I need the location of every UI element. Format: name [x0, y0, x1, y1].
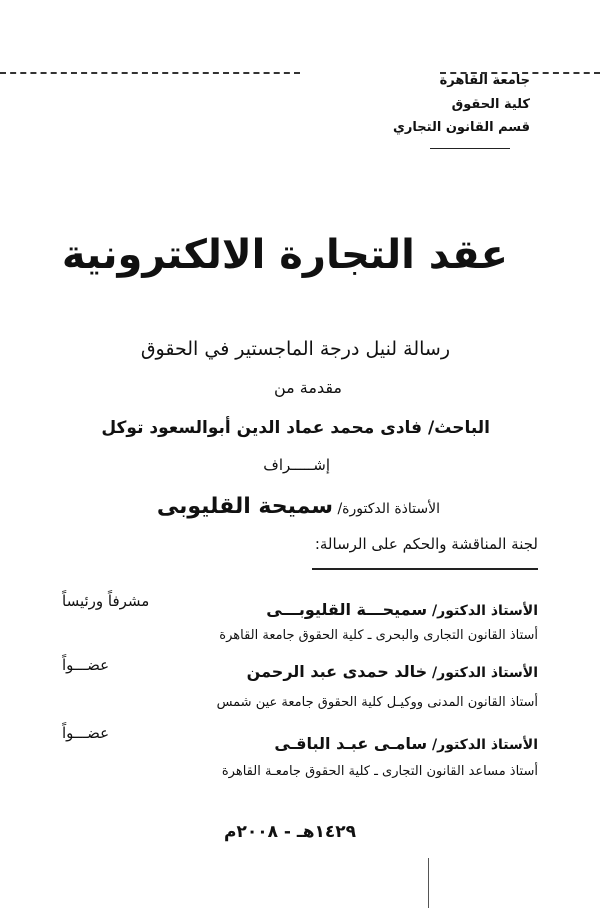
committee-member-2-description: أستاذ القانون المدنى ووكيـل كلية الحقوق جامعة عين شمس: [216, 695, 538, 710]
committee-member-2-role: عضـــواً: [62, 656, 110, 674]
thesis-date: ١٤٢٩هـ - ٢٠٠٨م: [224, 822, 356, 842]
researcher-name: فادى محمد عماد الدين أبوالسعود توكل: [101, 418, 423, 438]
supervisor-name: سميحة القليوبى: [156, 494, 333, 519]
presented-by-label: مقدمة من: [273, 378, 342, 397]
top-dashed-line-left: [0, 72, 300, 76]
committee-header-underline: [312, 568, 538, 570]
committee-member-1-description: أستاذ القانون التجارى والبحرى ـ كلية الحقوق جامعة القاهرة: [219, 628, 538, 643]
researcher-line: [101, 418, 490, 438]
committee-member-1-title: الأستاذ الدكتور/: [432, 603, 538, 619]
committee-member-2-name: خالد حمدى عبد الرحمن: [246, 662, 428, 681]
committee-member-1-role: مشرفاً ورئيساً: [62, 592, 150, 610]
supervisor-line: [157, 494, 440, 519]
department-name: قسم القانون التجاري: [393, 120, 530, 135]
committee-member-2-name-line: [247, 662, 538, 681]
researcher-label: الباحث/: [428, 418, 490, 438]
scan-mark: [428, 858, 429, 908]
header-underline: [430, 148, 510, 149]
faculty-name: كلية الحقوق: [451, 97, 530, 112]
committee-member-3-name: سامـى عبـد الباقـى: [274, 734, 428, 753]
committee-member-3-name-line: [274, 734, 538, 753]
thesis-subtitle: رسالة لنيل درجة الماجستير في الحقوق: [140, 338, 450, 360]
committee-member-3-description: أستاذ مساعد القانون التجارى ـ كلية الحقوق جامعـة القاهرة: [221, 764, 538, 779]
university-name: جامعة القاهرة: [439, 73, 530, 88]
supervision-label: إشـــــراف: [263, 456, 330, 474]
committee-member-3-role: عضـــواً: [62, 724, 110, 742]
committee-member-1-name-line: [266, 600, 538, 619]
committee-member-3-title: الأستاذ الدكتور/: [432, 737, 538, 753]
committee-header: لجنة المناقشة والحكم على الرسالة:: [314, 535, 538, 553]
committee-member-1-name: سميحـــة القليوبـــى: [266, 600, 428, 619]
thesis-title: عقد التجارة الالكترونية: [61, 232, 508, 278]
supervisor-title: الأستاذة الدكتورة/: [337, 501, 440, 517]
committee-member-2-title: الأستاذ الدكتور/: [432, 665, 538, 681]
